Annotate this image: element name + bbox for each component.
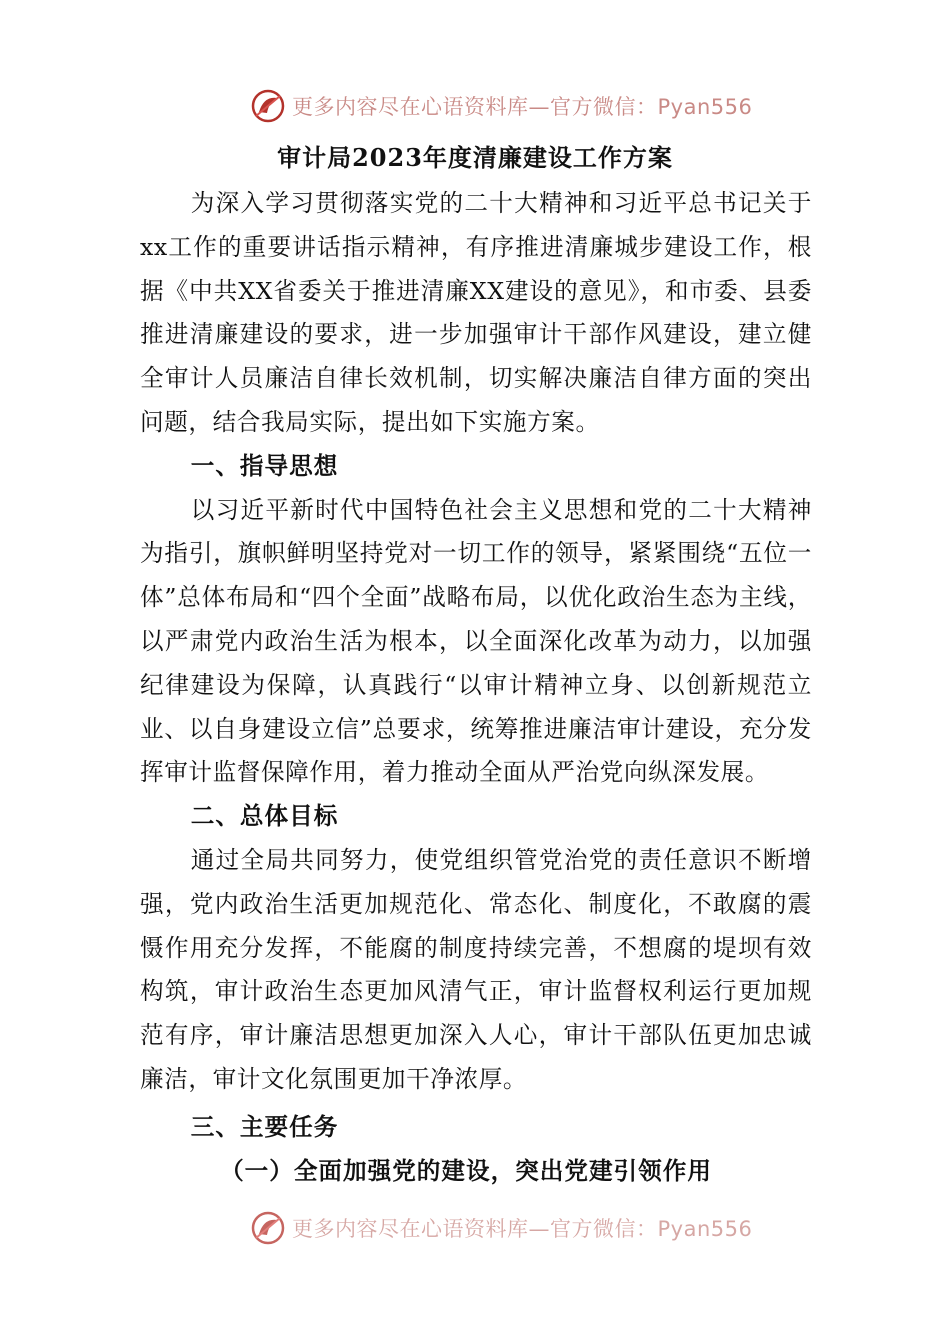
section-body-guiding-ideology: 以习近平新时代中国特色社会主义思想和党的二十大精神为指引，旗帜鲜明坚持党对一切工作的领导，紧紧围绕“五位一体”总体布局和“四个全面”战略布局，以优化政治生态为主线，以严肃党内政治生活为根本，以全面深化改革为动力，以加强纪律建设为保障，认真践行“以审计精神立身、以创新规范立业、以自身建设立信”总要求，统筹推进廉洁审计建设，充分发挥审计监督保障作用，着力推动全面从严治党向纵深发展。	[140, 495, 812, 787]
watermark-top	[250, 86, 770, 126]
document-body	[140, 182, 812, 1193]
section-heading-overall-goal: 二、总体目标	[190, 802, 339, 831]
intro-paragraph: 为深入学习贯彻落实党的二十大精神和习近平总书记关于xx工作的重要讲话指示精神，有序推进清廉城步建设工作，根据《中共XX省委关于推进清廉XX建设的意见》，和市委、县委推进清廉建设的要求，进一步加强审计干部作风建设，建立健全审计人员廉洁自律长效机制，切实解决廉洁自律方面的突出问题，结合我局实际，提出如下实施方案。	[140, 189, 812, 436]
section-heading-guiding-ideology: 一、指导思想	[190, 451, 339, 480]
watermark-text: 更多内容尽在心语资料库—官方微信：Pyan556	[292, 1217, 753, 1241]
subsection-heading-party-building: （一）全面加强党的建设，突出党建引领作用	[220, 1156, 712, 1185]
section-body-overall-goal: 通过全局共同努力，使党组织管党治党的责任意识不断增强，党内政治生活更加规范化、常态化、制度化，不敢腐的震慑作用充分发挥，不能腐的制度持续完善，不想腐的堤坝有效构筑，审计政治生态更加风清气正，审计监督权利运行更加规范有序，审计廉洁思想更加深入人心，审计干部队伍更加忠诚廉洁，审计文化氛围更加干净浓厚。	[140, 845, 812, 1093]
watermark-text: 更多内容尽在心语资料库—官方微信：Pyan556	[292, 95, 753, 119]
section-heading-main-tasks: 三、主要任务	[190, 1112, 339, 1141]
watermark-bottom	[250, 1208, 770, 1248]
document-title: 审计局2023年度清廉建设工作方案	[277, 143, 673, 172]
brand-logo-icon	[250, 88, 286, 124]
brand-logo-icon	[250, 1210, 286, 1246]
